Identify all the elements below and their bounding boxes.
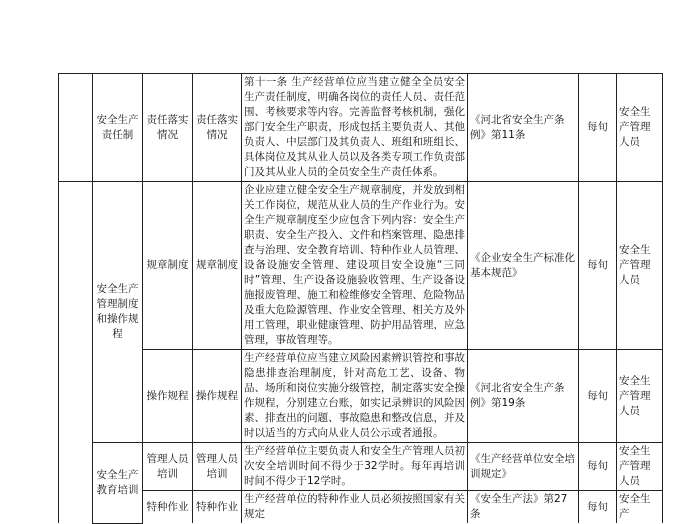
table-row bbox=[59, 491, 663, 524]
requirement-cell: 生产经营单位主要负责人和安全生产管理人员初次安全培训时间不得少于32学时。每年再培训时间不得少于12学时。 bbox=[242, 443, 468, 491]
responsible-cell: 安全生产 bbox=[617, 491, 663, 524]
blank-cell bbox=[59, 74, 93, 182]
table-row bbox=[59, 443, 663, 491]
basis-cell: 《安全生产法》第27条 bbox=[468, 491, 579, 524]
content-cell: 管理人员培训 bbox=[193, 443, 242, 491]
frequency-cell: 每旬 bbox=[579, 182, 617, 350]
item-cell: 管理人员培训 bbox=[143, 443, 193, 491]
item-cell: 特种作业 bbox=[143, 491, 193, 524]
basis-cell: 《河北省安全生产条例》第19条 bbox=[468, 350, 579, 443]
requirement-cell: 生产经营单位应当建立风险因素辨识管控和事故隐患排查治理制度，针对高危工艺、设备、物品、场所和岗位实施分级管控，制定落实安全操作规程，分别建立台账，如实记录辨识的风险因素、排查出的问题、事故隐患和整改信息，并及时以适当的方式向从业人员公示或者通报。 bbox=[242, 350, 468, 443]
content-cell: 操作规程 bbox=[193, 350, 242, 443]
category-cell: 安全生产管理制度和操作规程 bbox=[93, 182, 143, 443]
content-cell: 特种作业 bbox=[193, 491, 242, 524]
frequency-cell: 每旬 bbox=[579, 443, 617, 491]
content-cell: 规章制度 bbox=[193, 182, 242, 350]
item-cell: 规章制度 bbox=[143, 182, 193, 350]
item-cell: 操作规程 bbox=[143, 350, 193, 443]
responsible-cell: 安全生产管理人员 bbox=[617, 443, 663, 491]
table-row bbox=[59, 74, 663, 182]
category-cell: 安全生产责任制 bbox=[93, 74, 143, 182]
safety-inspection-table bbox=[58, 73, 663, 524]
basis-cell: 《河北省安全生产条例》第11条 bbox=[468, 74, 579, 182]
frequency-cell: 每旬 bbox=[579, 74, 617, 182]
responsible-cell: 安全生产管理人员 bbox=[617, 350, 663, 443]
responsible-cell: 安全生产管理人员 bbox=[617, 182, 663, 350]
requirement-cell: 第十一条 生产经营单位应当建立健全全员安全生产责任制度，明确各岗位的责任人员、责任范围、考核要求等内容。完善监督考核机制，强化部门安全生产职责，形成包括主要负责人、其他负责人、中层部门及其负责人、班组和班组长、具体岗位及其从业人员以及各类专项工作负责部门及其从业人员的全员安全生产责任体系。 bbox=[242, 74, 468, 182]
table-row bbox=[59, 182, 663, 350]
item-cell: 责任落实情况 bbox=[143, 74, 193, 182]
basis-cell: 《企业安全生产标准化基本规范》 bbox=[468, 182, 579, 350]
blank-cell bbox=[59, 182, 93, 524]
category-cell: 安全生产教育培训 bbox=[93, 443, 143, 524]
responsible-cell: 安全生产管理人员 bbox=[617, 74, 663, 182]
frequency-cell: 每旬 bbox=[579, 350, 617, 443]
frequency-cell: 每旬 bbox=[579, 491, 617, 524]
table-row bbox=[59, 350, 663, 443]
requirement-cell: 企业应建立健全安全生产规章制度，并发放到相关工作岗位，规范从业人员的生产作业行为。安全生产规章制度至少应包含下列内容：安全生产职责、安全生产投入、文件和档案管理、隐患排查与治理、安全教育培训、特种作业人员管理、设备设施安全管理、建设项目安全设施“三同时”管理、生产设备设施验收管理、生产设备设施报废管理、施工和检维修安全管理、危险物品及重大危险源管理、作业安全管理、相关方及外用工管理，职业健康管理、防护用品管理，应急管理，事故管理等。 bbox=[242, 182, 468, 350]
basis-cell: 《生产经营单位安全培训规定》 bbox=[468, 443, 579, 491]
content-cell: 责任落实情况 bbox=[193, 74, 242, 182]
requirement-cell: 生产经营单位的特种作业人员必须按照国家有关规定 bbox=[242, 491, 468, 524]
